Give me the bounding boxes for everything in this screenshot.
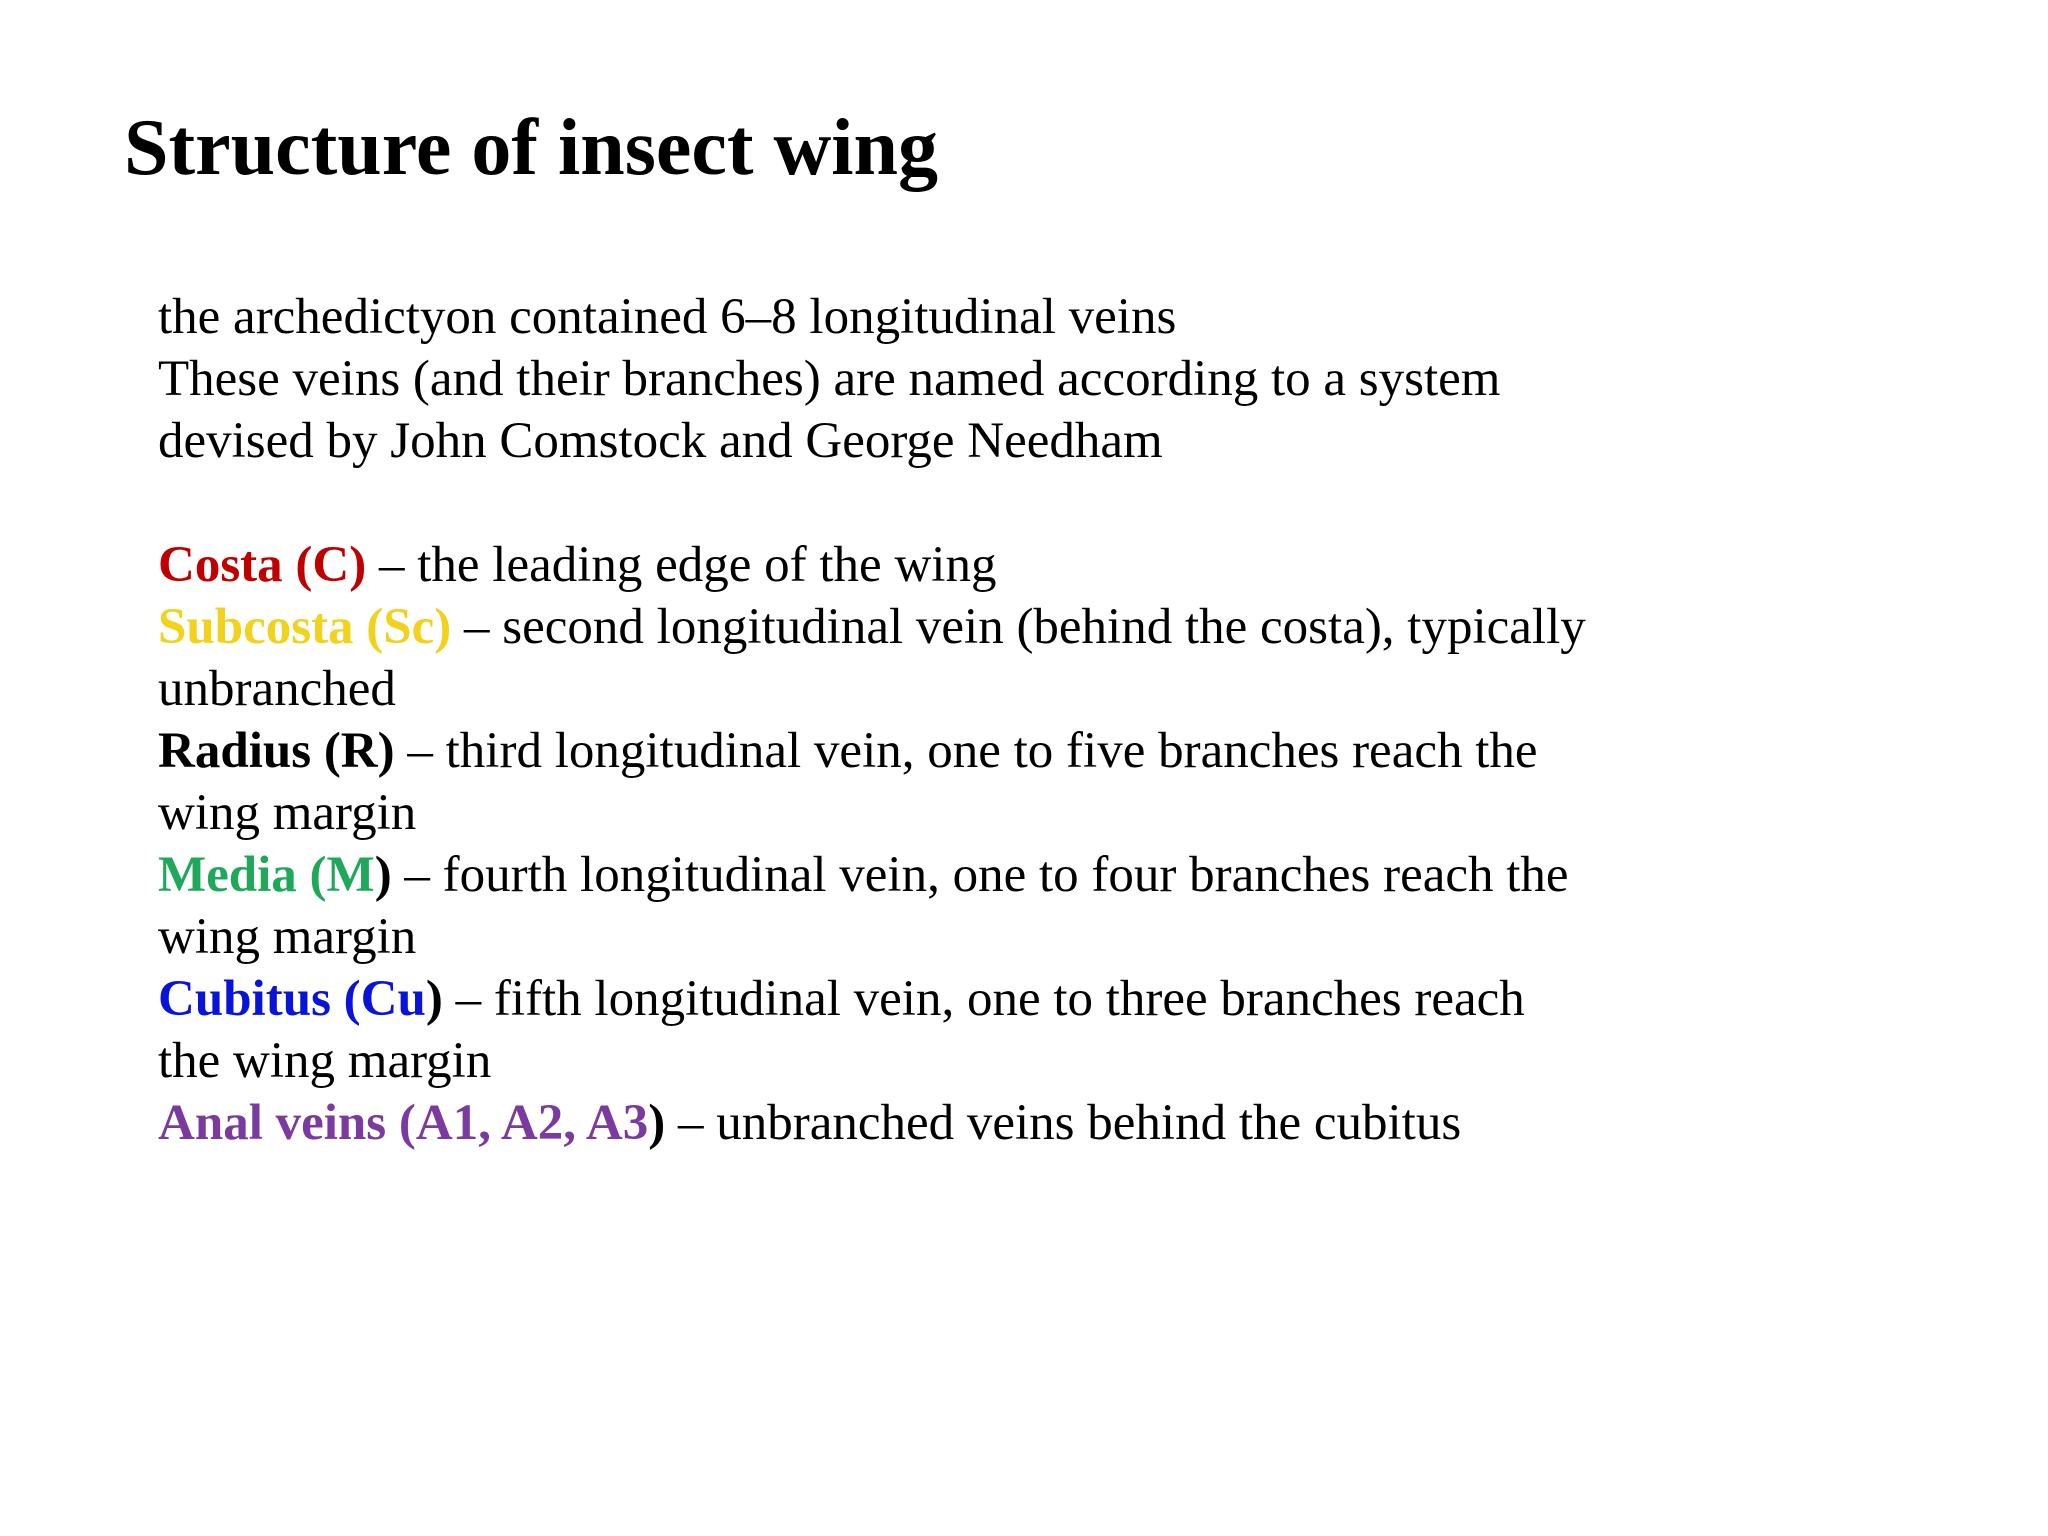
vein-anal-close: )	[648, 1095, 666, 1151]
vein-radius-desc: – third longitudinal vein, one to five branches reach the	[394, 723, 1538, 779]
vein-cubitus-cont: the wing margin	[158, 1033, 492, 1089]
vein-cubitus-close: )	[425, 971, 443, 1027]
vein-cubitus-term: Cubitus (Cu	[158, 971, 426, 1027]
vein-radius	[158, 720, 1718, 782]
vein-radius-term: Radius (R)	[158, 723, 395, 779]
intro-line-1: the archedictyon contained 6–8 longitudinal veins	[158, 289, 1177, 345]
paragraph-gap	[158, 472, 1718, 534]
vein-subcosta-term: Subcosta (Sc)	[158, 599, 452, 655]
intro-line-3: devised by John Comstock and George Needham	[158, 413, 1163, 469]
vein-subcosta-desc: – second longitudinal vein (behind the costa), typically	[451, 599, 1586, 655]
vein-media-cont: wing margin	[158, 909, 417, 965]
vein-subcosta-cont: unbranched	[158, 661, 396, 717]
vein-media	[158, 844, 1718, 906]
vein-costa	[158, 534, 1718, 596]
vein-media-close: )	[374, 847, 392, 903]
slide-title: Structure of insect wing	[124, 104, 938, 192]
vein-radius-cont: wing margin	[158, 785, 417, 841]
vein-media-term: Media (M	[158, 847, 375, 903]
vein-costa-term: Costa (C)	[158, 537, 367, 593]
intro-line-2: These veins (and their branches) are named according to a system	[158, 351, 1501, 407]
vein-subcosta	[158, 596, 1718, 658]
vein-costa-desc: – the leading edge of the wing	[366, 537, 997, 593]
vein-cubitus-desc: – fifth longitudinal vein, one to three branches reach	[442, 971, 1525, 1027]
vein-anal-term: Anal veins (A1, A2, A3	[158, 1095, 649, 1151]
vein-anal	[158, 1092, 1718, 1154]
slide-body	[158, 286, 1718, 1154]
vein-cubitus	[158, 968, 1718, 1030]
vein-media-desc: – fourth longitudinal vein, one to four branches reach the	[391, 847, 1569, 903]
vein-anal-desc: – unbranched veins behind the cubitus	[665, 1095, 1462, 1151]
